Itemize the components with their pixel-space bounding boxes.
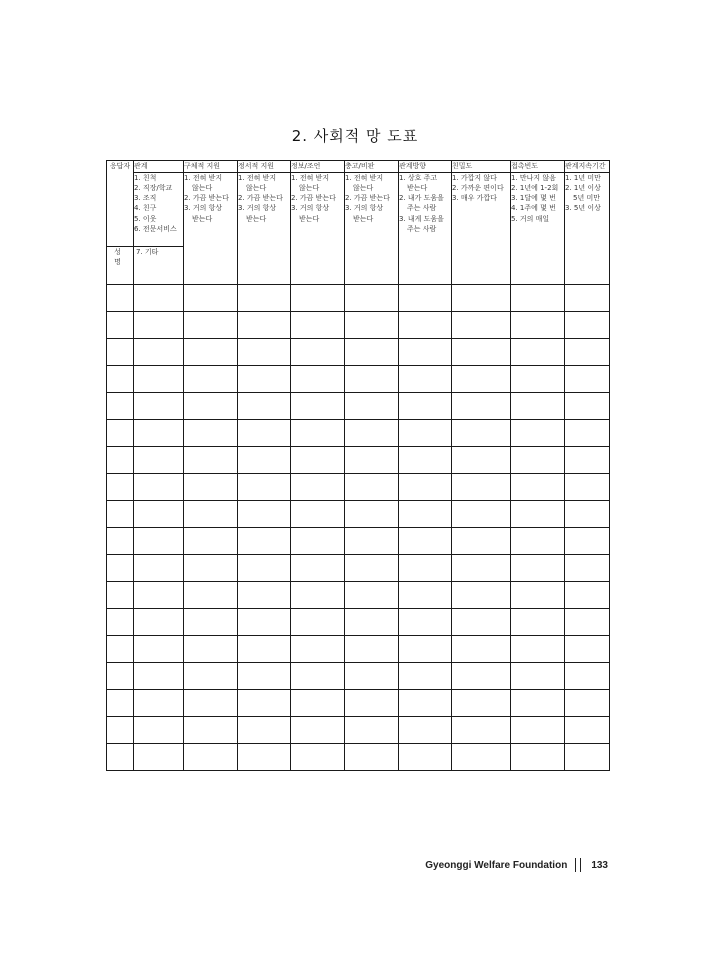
entry-cell[interactable]	[565, 582, 610, 609]
options-emotional-support	[238, 173, 291, 285]
entry-cell[interactable]	[399, 393, 452, 420]
entry-cell[interactable]	[238, 447, 291, 474]
entry-cell[interactable]	[345, 339, 399, 366]
entry-cell[interactable]	[134, 528, 184, 555]
entry-number-cell[interactable]	[107, 636, 134, 663]
entry-cell[interactable]	[565, 717, 610, 744]
entry-cell[interactable]	[184, 501, 238, 528]
entry-cell[interactable]	[565, 366, 610, 393]
column-header-concrete-support: 구체적 지원	[184, 161, 238, 173]
entry-cell[interactable]	[345, 609, 399, 636]
social-network-grid	[106, 160, 610, 771]
page-footer	[425, 858, 608, 872]
entry-cell[interactable]	[291, 636, 345, 663]
entry-cell[interactable]	[134, 744, 184, 771]
entry-cell[interactable]	[565, 663, 610, 690]
entry-cell[interactable]	[238, 636, 291, 663]
entry-cell[interactable]	[291, 555, 345, 582]
entry-cell[interactable]	[345, 312, 399, 339]
entry-row	[107, 312, 610, 339]
entry-cell[interactable]	[511, 393, 565, 420]
entry-cell[interactable]	[291, 582, 345, 609]
column-header-emotional-support: 정서적 지원	[238, 161, 291, 173]
footer-organization: Gyeonggi Welfare Foundation	[425, 859, 568, 871]
options-information-advice	[291, 173, 345, 285]
grid-body	[107, 161, 610, 771]
entry-cell[interactable]	[184, 528, 238, 555]
entry-cell[interactable]	[511, 663, 565, 690]
option-text: 2. 가끔 받는다	[291, 194, 336, 203]
relation-extra-option: 7. 기타	[134, 247, 184, 285]
entry-cell[interactable]	[184, 312, 238, 339]
entry-cell[interactable]	[399, 474, 452, 501]
options-closeness	[452, 173, 511, 285]
entry-row	[107, 420, 610, 447]
entry-cell[interactable]	[452, 312, 511, 339]
column-header-relation-duration: 관계지속기간	[565, 161, 610, 173]
entry-cell[interactable]	[399, 663, 452, 690]
entry-row	[107, 528, 610, 555]
entry-number-cell[interactable]	[107, 501, 134, 528]
entry-cell[interactable]	[134, 717, 184, 744]
option-text: 1. 가깝지 않다	[452, 174, 497, 182]
entry-cell[interactable]	[452, 636, 511, 663]
option-text: 1. 1년 미만	[565, 174, 601, 182]
entry-cell[interactable]	[238, 366, 291, 393]
entry-cell[interactable]	[291, 312, 345, 339]
column-header-criticism: 충고/비판	[345, 161, 399, 173]
option-text: 1. 상호 주고	[399, 174, 438, 182]
entry-cell[interactable]	[345, 501, 399, 528]
entry-cell[interactable]	[399, 447, 452, 474]
entry-cell[interactable]	[134, 501, 184, 528]
entry-cell[interactable]	[345, 366, 399, 393]
entry-cell[interactable]	[238, 474, 291, 501]
entry-cell[interactable]	[399, 609, 452, 636]
entry-cell[interactable]	[511, 312, 565, 339]
entry-cell[interactable]	[238, 582, 291, 609]
option-text: 받는다	[192, 214, 213, 223]
entry-cell[interactable]	[238, 312, 291, 339]
entry-cell[interactable]	[345, 717, 399, 744]
entry-cell[interactable]	[238, 690, 291, 717]
entry-cell[interactable]	[345, 393, 399, 420]
entry-cell[interactable]	[184, 663, 238, 690]
option-text: 3. 조직	[134, 194, 157, 203]
entry-cell[interactable]	[291, 285, 345, 312]
entry-row	[107, 555, 610, 582]
entry-cell[interactable]	[452, 447, 511, 474]
entry-number-cell[interactable]	[107, 339, 134, 366]
entry-cell[interactable]	[452, 663, 511, 690]
entry-cell[interactable]	[565, 501, 610, 528]
option-text: 받는다	[407, 184, 428, 193]
option-text: 3. 거의 항상	[184, 204, 223, 213]
entry-cell[interactable]	[511, 690, 565, 717]
entry-cell[interactable]	[511, 285, 565, 312]
entry-cell[interactable]	[184, 636, 238, 663]
option-text: 1. 전혀 받지	[184, 174, 223, 182]
entry-row	[107, 744, 610, 771]
option-text: 주는 사람	[407, 224, 437, 233]
entry-number-cell[interactable]	[107, 609, 134, 636]
option-text: 2. 가끔 받는다	[238, 194, 283, 203]
entry-cell[interactable]	[291, 744, 345, 771]
entry-cell[interactable]	[291, 663, 345, 690]
entry-cell[interactable]	[452, 366, 511, 393]
footer-separator	[575, 858, 581, 872]
entry-cell[interactable]	[345, 285, 399, 312]
entry-cell[interactable]	[511, 501, 565, 528]
entry-cell[interactable]	[452, 744, 511, 771]
entry-cell[interactable]	[345, 663, 399, 690]
options-row	[107, 173, 610, 247]
entry-cell[interactable]	[134, 609, 184, 636]
column-header-information-advice: 정보/조언	[291, 161, 345, 173]
entry-cell[interactable]	[238, 393, 291, 420]
entry-cell[interactable]	[184, 285, 238, 312]
option-text: 2. 가끔 받는다	[345, 194, 390, 203]
entry-row	[107, 717, 610, 744]
entry-number-cell[interactable]	[107, 690, 134, 717]
entry-cell[interactable]	[184, 690, 238, 717]
entry-cell[interactable]	[399, 717, 452, 744]
entry-cell[interactable]	[291, 501, 345, 528]
column-header-closeness: 친밀도	[452, 161, 511, 173]
option-text: 4. 친구	[134, 204, 157, 213]
entry-number-cell[interactable]	[107, 393, 134, 420]
entry-cell[interactable]	[238, 717, 291, 744]
entry-row	[107, 609, 610, 636]
entry-cell[interactable]	[452, 717, 511, 744]
entry-cell[interactable]	[565, 312, 610, 339]
entry-cell[interactable]	[452, 339, 511, 366]
respondent-label: 응답자	[107, 161, 134, 247]
entry-cell[interactable]	[184, 393, 238, 420]
entry-cell[interactable]	[134, 582, 184, 609]
entry-cell[interactable]	[511, 339, 565, 366]
entry-cell[interactable]	[291, 420, 345, 447]
entry-row	[107, 474, 610, 501]
entry-row	[107, 501, 610, 528]
entry-cell[interactable]	[291, 609, 345, 636]
option-text: 6. 전문서비스	[134, 224, 177, 233]
entry-cell[interactable]	[184, 366, 238, 393]
entry-cell[interactable]	[345, 555, 399, 582]
entry-cell[interactable]	[565, 393, 610, 420]
option-text: 3. 거의 항상	[345, 204, 384, 213]
entry-cell[interactable]	[184, 717, 238, 744]
option-text: 2. 1년에 1-2회	[511, 184, 559, 193]
option-text: 2. 내가 도움을	[399, 194, 444, 203]
option-text: 3. 거의 항상	[291, 204, 330, 213]
entry-cell[interactable]	[511, 366, 565, 393]
entry-cell[interactable]	[184, 582, 238, 609]
entry-cell[interactable]	[134, 393, 184, 420]
entry-number-cell[interactable]	[107, 744, 134, 771]
column-header-row	[107, 161, 610, 173]
entry-cell[interactable]	[345, 582, 399, 609]
entry-cell[interactable]	[134, 474, 184, 501]
entry-cell[interactable]	[511, 636, 565, 663]
option-text: 않는다	[353, 184, 374, 193]
option-text: 2. 1년 이상	[565, 184, 601, 193]
entry-cell[interactable]	[291, 447, 345, 474]
option-text: 5. 이웃	[134, 214, 157, 223]
entry-cell[interactable]	[291, 474, 345, 501]
entry-cell[interactable]	[565, 636, 610, 663]
column-header-relation-direction: 관계방향	[399, 161, 452, 173]
option-text: 5. 거의 매일	[511, 214, 550, 223]
name-label: 성 명	[107, 247, 134, 285]
option-text: 1. 친척	[134, 174, 157, 182]
entry-cell[interactable]	[291, 717, 345, 744]
entry-cell[interactable]	[399, 582, 452, 609]
option-text: 주는 사람	[407, 204, 437, 213]
entry-cell[interactable]	[452, 528, 511, 555]
entry-cell[interactable]	[134, 636, 184, 663]
option-text: 2. 가끔 받는다	[184, 194, 229, 203]
entry-cell[interactable]	[399, 312, 452, 339]
options-relation-duration	[565, 173, 610, 285]
entry-cell[interactable]	[134, 555, 184, 582]
entry-cell[interactable]	[238, 339, 291, 366]
entry-cell[interactable]	[291, 393, 345, 420]
entry-cell[interactable]	[565, 474, 610, 501]
entry-cell[interactable]	[134, 420, 184, 447]
option-text: 3. 매우 가깝다	[452, 194, 497, 203]
entry-cell[interactable]	[565, 339, 610, 366]
entry-cell[interactable]	[291, 528, 345, 555]
entry-cell[interactable]	[511, 582, 565, 609]
entry-cell[interactable]	[452, 582, 511, 609]
entry-row	[107, 393, 610, 420]
option-text: 3. 내게 도움을	[399, 214, 444, 223]
entry-number-cell[interactable]	[107, 312, 134, 339]
entry-cell[interactable]	[184, 744, 238, 771]
entry-cell[interactable]	[184, 555, 238, 582]
entry-cell[interactable]	[238, 528, 291, 555]
page-title: 2. 사회적 망 도표	[291, 127, 419, 145]
entry-row	[107, 366, 610, 393]
options-relation	[134, 173, 184, 247]
entry-cell[interactable]	[134, 312, 184, 339]
entry-number-cell[interactable]	[107, 366, 134, 393]
entry-cell[interactable]	[184, 420, 238, 447]
entry-cell[interactable]	[565, 609, 610, 636]
entry-cell[interactable]	[565, 528, 610, 555]
option-text: 1. 만나지 않음	[511, 174, 556, 182]
entry-cell[interactable]	[134, 366, 184, 393]
entry-number-cell[interactable]	[107, 474, 134, 501]
entry-number-cell[interactable]	[107, 582, 134, 609]
entry-cell[interactable]	[565, 420, 610, 447]
entry-cell[interactable]	[345, 636, 399, 663]
footer-page-number: 133	[591, 859, 608, 871]
entry-number-cell[interactable]	[107, 447, 134, 474]
option-text: 않는다	[192, 184, 213, 193]
entry-number-cell[interactable]	[107, 663, 134, 690]
entry-cell[interactable]	[511, 717, 565, 744]
entry-cell[interactable]	[511, 744, 565, 771]
entry-cell[interactable]	[511, 420, 565, 447]
entry-cell[interactable]	[238, 285, 291, 312]
entry-cell[interactable]	[565, 744, 610, 771]
entry-cell[interactable]	[399, 285, 452, 312]
entry-cell[interactable]	[452, 474, 511, 501]
option-text: 3. 거의 항상	[238, 204, 277, 213]
entry-number-cell[interactable]	[107, 528, 134, 555]
entry-cell[interactable]	[399, 636, 452, 663]
entry-number-cell[interactable]	[107, 285, 134, 312]
option-text: 1. 전혀 받지	[291, 174, 330, 182]
entry-cell[interactable]	[238, 609, 291, 636]
entry-cell[interactable]	[399, 690, 452, 717]
entry-cell[interactable]	[134, 339, 184, 366]
entry-cell[interactable]	[399, 501, 452, 528]
entry-row	[107, 636, 610, 663]
entry-cell[interactable]	[452, 285, 511, 312]
entry-cell[interactable]	[291, 339, 345, 366]
entry-cell[interactable]	[345, 420, 399, 447]
option-text: 5년 미만	[573, 194, 600, 203]
entry-cell[interactable]	[345, 744, 399, 771]
entry-cell[interactable]	[511, 474, 565, 501]
option-text: 3. 5년 이상	[565, 204, 601, 213]
entry-cell[interactable]	[345, 528, 399, 555]
entry-cell[interactable]	[511, 609, 565, 636]
options-contact-frequency	[511, 173, 565, 285]
entry-cell[interactable]	[291, 690, 345, 717]
entry-cell[interactable]	[399, 420, 452, 447]
entry-cell[interactable]	[565, 285, 610, 312]
option-text: 2. 직장/학교	[134, 184, 173, 193]
options-relation-direction	[399, 173, 452, 285]
entry-row	[107, 447, 610, 474]
entry-cell[interactable]	[565, 555, 610, 582]
entry-cell[interactable]	[399, 555, 452, 582]
option-text: 않는다	[246, 184, 267, 193]
entry-row	[107, 285, 610, 312]
entry-cell[interactable]	[238, 555, 291, 582]
entry-cell[interactable]	[399, 744, 452, 771]
entry-cell[interactable]	[134, 690, 184, 717]
entry-cell[interactable]	[184, 339, 238, 366]
entry-cell[interactable]	[291, 366, 345, 393]
option-text: 4. 1주에 몇 번	[511, 204, 556, 213]
entry-cell[interactable]	[452, 690, 511, 717]
entry-row	[107, 582, 610, 609]
entry-cell[interactable]	[238, 501, 291, 528]
entry-cell[interactable]	[184, 447, 238, 474]
option-text: 받는다	[353, 214, 374, 223]
entry-row	[107, 663, 610, 690]
column-header-contact-frequency: 접촉빈도	[511, 161, 565, 173]
option-text: 1. 전혀 받지	[238, 174, 277, 182]
entry-cell[interactable]	[511, 528, 565, 555]
entry-cell[interactable]	[238, 744, 291, 771]
entry-row	[107, 339, 610, 366]
entry-cell[interactable]	[399, 528, 452, 555]
entry-cell[interactable]	[399, 339, 452, 366]
entry-cell[interactable]	[565, 447, 610, 474]
entry-cell[interactable]	[184, 474, 238, 501]
entry-cell[interactable]	[399, 366, 452, 393]
option-text: 받는다	[246, 214, 267, 223]
entry-cell[interactable]	[238, 420, 291, 447]
entry-number-cell[interactable]	[107, 555, 134, 582]
entry-cell[interactable]	[345, 690, 399, 717]
column-header-relation: 관계	[134, 161, 184, 173]
entry-cell[interactable]	[452, 420, 511, 447]
option-text: 3. 1달에 몇 번	[511, 194, 556, 203]
entry-cell[interactable]	[452, 555, 511, 582]
option-text: 받는다	[299, 214, 320, 223]
options-criticism	[345, 173, 399, 285]
entry-cell[interactable]	[184, 609, 238, 636]
option-text: 2. 가까운 편이다	[452, 184, 504, 193]
entry-cell[interactable]	[511, 555, 565, 582]
entry-row	[107, 690, 610, 717]
entry-cell[interactable]	[134, 447, 184, 474]
entry-cell[interactable]	[511, 447, 565, 474]
entry-cell[interactable]	[134, 663, 184, 690]
option-text: 않는다	[299, 184, 320, 193]
entry-cell[interactable]	[452, 501, 511, 528]
entry-number-cell[interactable]	[107, 717, 134, 744]
entry-cell[interactable]	[345, 474, 399, 501]
option-text: 1. 전혀 받지	[345, 174, 384, 182]
entry-cell[interactable]	[452, 393, 511, 420]
entry-cell[interactable]	[238, 663, 291, 690]
entry-cell[interactable]	[565, 690, 610, 717]
entry-cell[interactable]	[134, 285, 184, 312]
options-concrete-support	[184, 173, 238, 285]
entry-number-cell[interactable]	[107, 420, 134, 447]
entry-cell[interactable]	[345, 447, 399, 474]
entry-cell[interactable]	[452, 609, 511, 636]
